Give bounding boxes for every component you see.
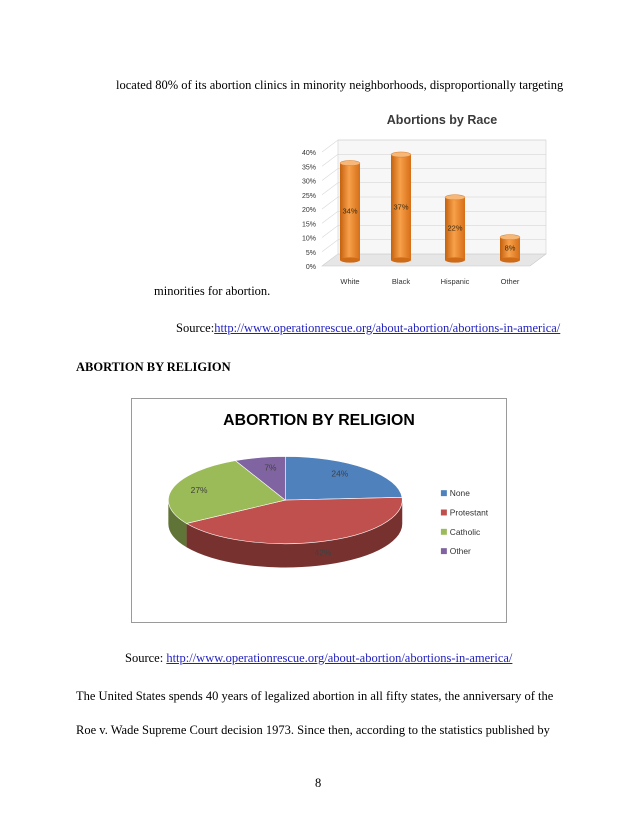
pie-chart-title: ABORTION BY RELIGION	[223, 411, 415, 429]
bar-x-tick-label: White	[340, 277, 360, 286]
pie-data-label: 7%	[264, 462, 277, 473]
bar-data-label: 8%	[504, 243, 516, 253]
bar-x-tick-label: Other	[500, 277, 520, 286]
bar-data-label: 34%	[342, 206, 358, 216]
source-link-1[interactable]: http://www.operationrescue.org/about-abortion/abortions-in-america/	[214, 321, 561, 335]
bar-chart-y-axis	[302, 150, 316, 271]
legend-label-none: None	[449, 488, 470, 499]
legend-swatch-catholic	[441, 529, 447, 535]
bar-cap	[445, 195, 465, 200]
bar-gridline-side	[322, 169, 338, 181]
bar-y-tick-label: 25%	[301, 192, 316, 200]
source-line-1	[176, 320, 560, 336]
body-text-line-1: The United States spends 40 years of legalized abortion in all fifty states, the anniversary of the	[76, 689, 554, 703]
section-heading: ABORTION BY RELIGION	[76, 360, 231, 374]
bar-chart-abortions-by-race	[292, 104, 558, 294]
source-line-2	[125, 650, 512, 666]
bar-y-tick-label: 40%	[301, 150, 316, 157]
bar-cap	[500, 235, 520, 240]
pie-data-label: 27%	[190, 485, 208, 496]
bar-y-tick-label: 30%	[301, 178, 316, 186]
bar-gridline-side	[322, 183, 338, 195]
bar-cap	[391, 152, 411, 157]
intro-text: located 80% of its abortion clinics in minority neighborhoods, disproportionally targeting	[116, 78, 564, 92]
minorities-text: minorities for abortion.	[154, 284, 271, 298]
bar-chart-x-axis	[340, 277, 519, 286]
bar-y-tick-label: 10%	[301, 235, 316, 243]
bar-chart-title: Abortions by Race	[386, 113, 498, 127]
source-label-1: Source:	[176, 321, 215, 335]
legend-label-other: Other	[449, 546, 471, 557]
bar-y-tick-label: 15%	[301, 221, 316, 229]
legend-swatch-other	[441, 548, 447, 554]
bar-gridline-side	[322, 211, 338, 223]
bar-data-label: 37%	[393, 202, 409, 212]
pie-chart-slices	[168, 456, 402, 543]
source-label-2: Source:	[125, 651, 167, 665]
bar-gridline-side	[322, 140, 338, 152]
pie-data-label: 24%	[331, 468, 349, 479]
body-text-line-2: Roe v. Wade Supreme Court decision 1973. Since then, according to the statistics published by	[76, 723, 550, 737]
bar-y-tick-label: 0%	[305, 264, 316, 271]
bar-gridline-side	[322, 197, 338, 209]
bar-data-label: 22%	[447, 223, 463, 233]
bar-x-tick-label: Hispanic	[440, 277, 470, 286]
bar-gridline-side	[322, 154, 338, 166]
pie-chart-legend	[441, 488, 489, 556]
legend-swatch-none	[441, 490, 447, 496]
bar-gridline-side	[322, 240, 338, 252]
bar-gridline-side	[322, 226, 338, 238]
bar-base	[391, 257, 411, 262]
source-link-2[interactable]: http://www.operationrescue.org/about-abortion/abortions-in-america/	[166, 651, 513, 665]
page-number: 8	[315, 776, 322, 790]
legend-label-catholic: Catholic	[449, 526, 481, 537]
legend-swatch-protestant	[441, 510, 447, 516]
bar-base	[340, 257, 360, 262]
bar-y-tick-label: 35%	[301, 164, 316, 172]
bar-base	[500, 257, 520, 262]
pie-data-label: 42%	[314, 547, 332, 558]
bar-base	[445, 257, 465, 262]
bar-x-tick-label: Black	[391, 277, 411, 286]
bar-y-tick-label: 20%	[301, 207, 316, 214]
legend-label-protestant: Protestant	[449, 507, 489, 518]
bar-y-tick-label: 5%	[305, 249, 316, 257]
bar-cap	[340, 161, 360, 166]
pie-chart-abortion-by-religion	[131, 398, 507, 623]
